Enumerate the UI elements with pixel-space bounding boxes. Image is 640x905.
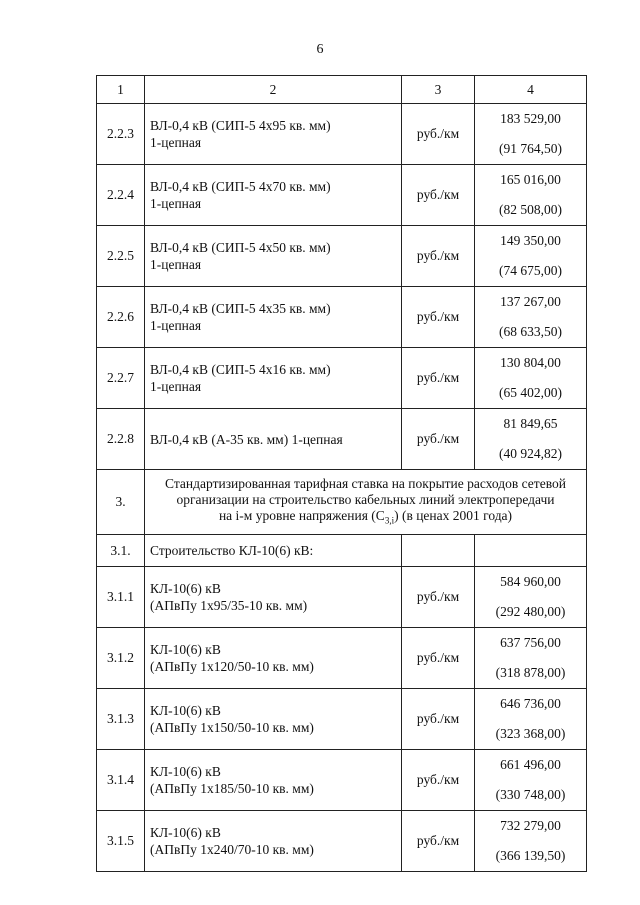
section-desc-subscript: 3,i — [384, 515, 395, 526]
row-unit: руб./км — [402, 409, 475, 470]
table-row — [97, 567, 587, 628]
row-value — [475, 104, 587, 165]
row-value — [475, 689, 587, 750]
row-value — [475, 165, 587, 226]
section-desc-line-3 — [150, 508, 581, 529]
row-name-line-1: ВЛ-0,4 кВ (СИП-5 4х16 кв. мм) — [150, 362, 331, 377]
row-unit: руб./км — [402, 226, 475, 287]
row-name-line-1: КЛ-10(6) кВ — [150, 825, 221, 840]
row-unit: руб./км — [402, 348, 475, 409]
row-value-main: 149 350,00 — [500, 233, 561, 248]
row-value-paren: (323 368,00) — [495, 726, 566, 741]
row-number: 2.2.4 — [97, 165, 145, 226]
row-number: 3.1.2 — [97, 628, 145, 689]
page-number: 6 — [316, 42, 324, 57]
row-unit: руб./км — [402, 811, 475, 872]
table-row — [97, 750, 587, 811]
row-name-line-2: 1-цепная — [150, 379, 202, 394]
row-value — [475, 348, 587, 409]
row-value — [475, 811, 587, 872]
table-body-overhead-lines — [97, 104, 587, 470]
row-name-line-1: ВЛ-0,4 кВ (СИП-5 4х50 кв. мм) — [150, 240, 331, 255]
row-name-line-1: ВЛ-0,4 кВ (СИП-5 4х95 кв. мм) — [150, 118, 331, 133]
row-name — [145, 628, 402, 689]
row-number: 3.1.5 — [97, 811, 145, 872]
row-number: 2.2.3 — [97, 104, 145, 165]
row-value-paren: (82 508,00) — [499, 202, 562, 217]
table-header-row — [97, 76, 587, 104]
row-name — [145, 287, 402, 348]
row-value-main: 732 279,00 — [500, 818, 561, 833]
row-value-main: 130 804,00 — [500, 355, 561, 370]
row-unit: руб./км — [402, 567, 475, 628]
row-value-paren: (40 924,82) — [499, 446, 562, 461]
column-header-3: 3 — [402, 76, 475, 104]
row-name-line-2: 1-цепная — [150, 257, 202, 272]
row-value-main: 637 756,00 — [500, 635, 561, 650]
row-value-paren: (366 139,50) — [495, 848, 566, 863]
row-name-line-2: 1-цепная — [150, 196, 202, 211]
subsection-value-empty — [475, 535, 587, 567]
row-name — [145, 348, 402, 409]
section-desc-suffix: ) (в ценах 2001 года) — [394, 507, 513, 523]
table-row — [97, 409, 587, 470]
row-value-paren: (74 675,00) — [499, 263, 562, 278]
row-name — [145, 689, 402, 750]
row-value-main: 661 496,00 — [500, 757, 561, 772]
subsection-number: 3.1. — [97, 535, 145, 567]
row-unit: руб./км — [402, 104, 475, 165]
row-name-line-2: (АПвПу 1х95/35-10 кв. мм) — [150, 598, 308, 613]
row-name-line-2: (АПвПу 1х150/50-10 кв. мм) — [150, 720, 314, 735]
table-row — [97, 689, 587, 750]
row-name-line-2: (АПвПу 1х120/50-10 кв. мм) — [150, 659, 314, 674]
row-value-paren: (65 402,00) — [499, 385, 562, 400]
row-number: 2.2.5 — [97, 226, 145, 287]
section-row — [97, 470, 587, 535]
table-body-section — [97, 470, 587, 567]
row-name-line-1: ВЛ-0,4 кВ (СИП-5 4х35 кв. мм) — [150, 301, 331, 316]
row-value — [475, 750, 587, 811]
table-row — [97, 811, 587, 872]
section-desc-prefix: на i-м уровне напряжения (C — [218, 507, 385, 523]
column-header-1: 1 — [97, 76, 145, 104]
row-name — [145, 811, 402, 872]
row-value-paren: (292 480,00) — [495, 604, 566, 619]
row-name — [145, 750, 402, 811]
row-name — [145, 409, 402, 470]
table-row — [97, 165, 587, 226]
row-name-line-1: КЛ-10(6) кВ — [150, 642, 221, 657]
subsection-name: Строительство КЛ-10(6) кВ: — [145, 535, 402, 567]
row-name-line-1: КЛ-10(6) кВ — [150, 764, 221, 779]
row-value-main: 137 267,00 — [500, 294, 561, 309]
section-description — [145, 470, 587, 535]
row-name-line-2: (АПвПу 1х185/50-10 кв. мм) — [150, 781, 314, 796]
row-value-main: 183 529,00 — [500, 111, 561, 126]
row-name-line-1: КЛ-10(6) кВ — [150, 581, 221, 596]
row-name-line-2: (АПвПу 1х240/70-10 кв. мм) — [150, 842, 314, 857]
row-unit: руб./км — [402, 689, 475, 750]
row-value-paren: (91 764,50) — [499, 141, 562, 156]
row-value — [475, 409, 587, 470]
subsection-row — [97, 535, 587, 567]
row-unit: руб./км — [402, 287, 475, 348]
row-name-line-1: КЛ-10(6) кВ — [150, 703, 221, 718]
row-value-main: 81 849,65 — [503, 416, 558, 431]
tariff-table — [96, 75, 587, 872]
row-value-main: 646 736,00 — [500, 696, 561, 711]
row-number: 2.2.8 — [97, 409, 145, 470]
row-name-line-1: ВЛ-0,4 кВ (СИП-5 4х70 кв. мм) — [150, 179, 331, 194]
row-name-line-2: 1-цепная — [150, 135, 202, 150]
table-row — [97, 104, 587, 165]
row-value — [475, 226, 587, 287]
row-value-main: 584 960,00 — [500, 574, 561, 589]
table-body-cable-lines — [97, 567, 587, 872]
row-number: 3.1.3 — [97, 689, 145, 750]
row-name-line-1: ВЛ-0,4 кВ (А-35 кв. мм) 1-цепная — [150, 431, 343, 447]
section-desc-line-1: Стандартизированная тарифная ставка на покрытие расходов сетевой — [165, 475, 566, 491]
row-name-line-2: 1-цепная — [150, 318, 202, 333]
section-desc-line-2: организации на строительство кабельных линий электропередачи — [176, 491, 555, 507]
column-header-2: 2 — [145, 76, 402, 104]
row-value-paren: (68 633,50) — [499, 324, 562, 339]
section-number: 3. — [97, 470, 145, 535]
row-name — [145, 165, 402, 226]
table-row — [97, 287, 587, 348]
table-row — [97, 628, 587, 689]
row-value-paren: (318 878,00) — [495, 665, 566, 680]
row-value — [475, 628, 587, 689]
row-unit: руб./км — [402, 165, 475, 226]
row-name — [145, 226, 402, 287]
row-number: 2.2.6 — [97, 287, 145, 348]
table-row — [97, 348, 587, 409]
row-value — [475, 287, 587, 348]
column-header-4: 4 — [475, 76, 587, 104]
row-number: 3.1.4 — [97, 750, 145, 811]
row-name — [145, 104, 402, 165]
row-value-main: 165 016,00 — [500, 172, 561, 187]
subsection-unit-empty — [402, 535, 475, 567]
row-name — [145, 567, 402, 628]
row-value — [475, 567, 587, 628]
table-row — [97, 226, 587, 287]
row-unit: руб./км — [402, 750, 475, 811]
row-value-paren: (330 748,00) — [495, 787, 566, 802]
row-number: 3.1.1 — [97, 567, 145, 628]
row-number: 2.2.7 — [97, 348, 145, 409]
row-unit: руб./км — [402, 628, 475, 689]
